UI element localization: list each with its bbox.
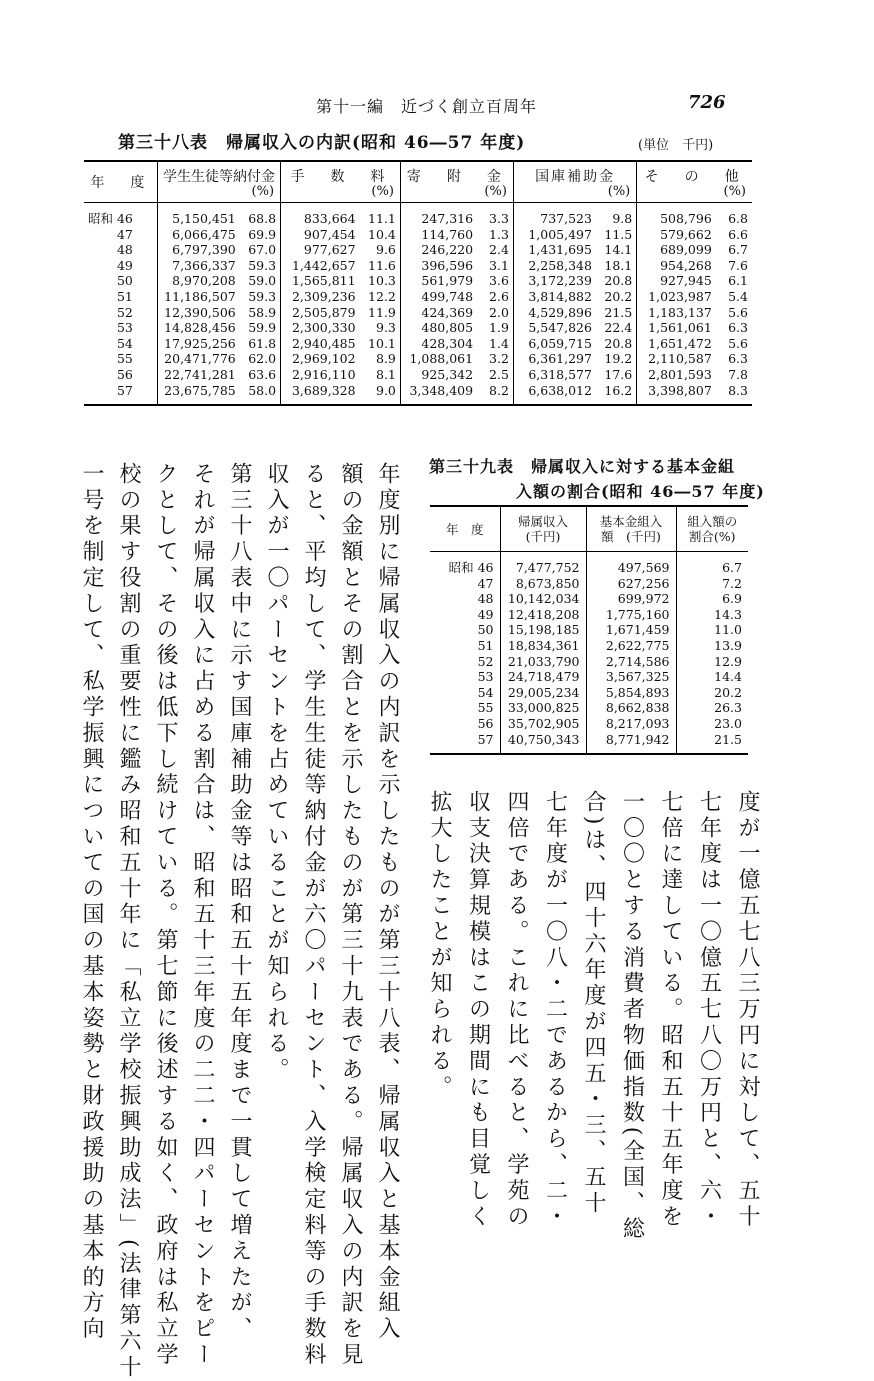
text-column: 年度別に帰属収入の内訳を示したものが第三十八表、帰属収入と基本金組入: [375, 462, 400, 1343]
table39-col-income: 帰属収入 (千円): [500, 506, 586, 552]
table-cell: 21,033,790: [500, 654, 586, 670]
table38-title: 第三十八表 帰属収入の内訳(昭和 46―57 年度): [118, 133, 526, 153]
table-cell: 7.6: [728, 257, 748, 273]
table-row: [430, 654, 748, 670]
table-cell: 4,529,896: [513, 305, 596, 321]
table-cell: 5.6: [728, 335, 748, 351]
table-cell: 9.8: [612, 211, 633, 226]
table-cell: 13.9: [676, 638, 748, 654]
text-column: クとして、その後は低下し続けている。第七節に後述する如く、政府は私立学: [153, 462, 178, 1369]
table38-header-row: [84, 161, 752, 203]
table-cell: 59.3: [248, 257, 277, 273]
table-cell: 2,110,587: [637, 351, 716, 367]
table-cell: 1.4: [489, 335, 509, 351]
table-cell: 2,916,110: [281, 367, 360, 383]
table-cell: 54: [477, 684, 494, 700]
table-cell: 6.1: [728, 273, 748, 289]
text-column: 七倍に達している。昭和五十五年度を: [658, 790, 683, 1231]
table-cell: 499,748: [400, 289, 477, 305]
table-cell: 17.6: [604, 366, 633, 382]
table38-body: [84, 203, 752, 406]
table-cell: 8.2: [489, 382, 509, 398]
table-cell: 907,454: [281, 227, 360, 243]
table-cell: 59.9: [248, 320, 277, 336]
table-cell: 51: [116, 288, 133, 304]
table-cell: 508,796: [637, 203, 716, 227]
table-cell: 3,814,882: [513, 289, 596, 305]
table-row: [430, 732, 748, 755]
table-cell: 2,258,348: [513, 258, 596, 274]
table-cell: 5,150,451: [157, 203, 239, 227]
text-column: 校の果す役割の重要性に鑑み昭和五十年に「私立学校振興助成法」(法律第六十: [116, 462, 141, 1381]
table-cell: 18.1: [604, 257, 633, 273]
table-cell: 480,805: [400, 320, 477, 336]
table-cell: 2,940,485: [281, 336, 360, 352]
table-cell: 9.0: [376, 382, 396, 398]
text-column: 四倍である。これに比べると、学苑の: [504, 790, 529, 1231]
table-cell: 12,390,506: [157, 305, 239, 321]
table-cell: 33,000,825: [500, 700, 586, 716]
table-row: [84, 305, 752, 321]
table-cell: 2.0: [489, 304, 509, 320]
table-cell: 1,183,137: [637, 305, 716, 321]
table-row: [84, 258, 752, 274]
table-cell: 57: [116, 382, 133, 398]
table-cell: 3.2: [489, 351, 509, 367]
table-cell: 2,300,330: [281, 320, 360, 336]
table-cell: 6.3: [728, 351, 748, 367]
table-cell: 925,342: [400, 367, 477, 383]
table-cell: 40,750,343: [500, 732, 586, 755]
table-cell: 5.6: [728, 304, 748, 320]
table-row: [430, 700, 748, 716]
table-cell: 24,718,479: [500, 669, 586, 685]
table-cell: 17,925,256: [157, 336, 239, 352]
table-cell: 54: [116, 335, 133, 351]
table-cell: 246,220: [400, 242, 477, 258]
table-row: [430, 716, 748, 732]
table-cell: 57: [477, 731, 494, 747]
table-cell: 52: [477, 653, 494, 669]
text-column: 度が一億五七八三万円に対して、五十: [735, 790, 760, 1231]
text-column: 第三十八表中に示す国庫補助金等は昭和五十五年度まで一貫して増えたが、: [227, 462, 252, 1343]
table-cell: 1,671,459: [586, 622, 676, 638]
table-cell: 56: [477, 715, 494, 731]
table-cell: 3,348,409: [400, 383, 477, 406]
table-cell: 627,256: [586, 576, 676, 592]
table39: [430, 505, 748, 755]
text-column: ると、平均して、学生生徒等納付金が六〇パーセント、入学検定料等の手数料: [301, 462, 326, 1369]
table-cell: 8,673,850: [500, 576, 586, 592]
table39-col-ratio: 組入額の 割合(%): [676, 506, 748, 552]
table39-title-line2: 入額の割合(昭和 46―57 年度): [516, 482, 765, 501]
table38: [84, 160, 752, 406]
table-cell: 48: [116, 242, 133, 258]
table-row: [430, 576, 748, 592]
table-row: [430, 638, 748, 654]
table-cell: 10,142,034: [500, 591, 586, 607]
table-cell: 1,442,657: [281, 258, 360, 274]
table-cell: 2.6: [489, 288, 509, 304]
table-cell: 69.9: [248, 226, 277, 242]
table-cell: 1.9: [489, 320, 509, 336]
table-row: [430, 685, 748, 701]
table-cell: 20,471,776: [157, 351, 239, 367]
table-cell: 3,172,239: [513, 273, 596, 289]
table-cell: 6,318,577: [513, 367, 596, 383]
table-cell: 11.0: [676, 622, 748, 638]
table-cell: 2,801,593: [637, 367, 716, 383]
table-cell: 927,945: [637, 273, 716, 289]
table-cell: 18,834,361: [500, 638, 586, 654]
text-column: 七年度は一〇億五七八〇万円と、六・: [696, 790, 722, 1231]
table-row: [84, 203, 752, 227]
table-cell: 737,523: [513, 203, 596, 227]
table-cell: 428,304: [400, 336, 477, 352]
table-cell: 12.9: [676, 654, 748, 670]
table-cell: 1,431,695: [513, 242, 596, 258]
text-column: 一〇〇とする消費者物価指数(全国、総: [619, 790, 645, 1243]
table-cell: 47: [116, 226, 133, 242]
table39-col-year: 年 度: [430, 506, 500, 552]
table-cell: 6.6: [728, 226, 748, 242]
table-cell: 1,565,811: [281, 273, 360, 289]
table38-col-tuition: 学生生徒等納付金 (%): [157, 161, 280, 203]
text-column: 収入が一〇パーセントを占めていることが知られる。: [264, 462, 289, 1084]
table-cell: 6.7: [676, 552, 748, 576]
table-cell: 22,741,281: [157, 367, 239, 383]
text-column: 収支決算規模はこの期間にも目覚しく: [465, 790, 491, 1231]
table39-body: [430, 552, 748, 755]
table-row: [84, 367, 752, 383]
table-cell: 52: [116, 304, 133, 320]
table-cell: 20.8: [604, 335, 633, 351]
table-cell: 561,979: [400, 273, 477, 289]
table-cell: 47: [477, 575, 494, 591]
table-cell: 1,561,061: [637, 320, 716, 336]
table-cell: 22.4: [604, 320, 633, 336]
table-cell: 9.6: [376, 242, 396, 258]
table-cell: 424,369: [400, 305, 477, 321]
table-cell: 5,547,826: [513, 320, 596, 336]
table-cell: 58.9: [248, 304, 277, 320]
table-cell: 50: [477, 622, 494, 638]
table-cell: 977,627: [281, 242, 360, 258]
table-cell: 8.3: [728, 382, 748, 398]
table-cell: 6,361,297: [513, 351, 596, 367]
table-row: [84, 383, 752, 406]
table-cell: 59.0: [248, 273, 277, 289]
table-cell: 6.3: [728, 320, 748, 336]
table-cell: 6,066,475: [157, 227, 239, 243]
table-cell: 1.3: [489, 226, 509, 242]
table39-header-row: [430, 506, 748, 552]
table-cell: 3,567,325: [586, 669, 676, 685]
table-cell: 1,023,987: [637, 289, 716, 305]
table-cell: 2,622,775: [586, 638, 676, 654]
table-cell: 3,398,807: [637, 383, 716, 406]
table-cell: 8.1: [376, 366, 396, 382]
table-cell: 昭和 46: [88, 211, 133, 226]
table-row: [84, 336, 752, 352]
table-cell: 16.2: [604, 382, 633, 398]
table39-col-fund: 基本金組入 額 (千円): [586, 506, 676, 552]
table-cell: 63.6: [248, 366, 277, 382]
table-cell: 9.3: [376, 320, 396, 336]
table-cell: 51: [477, 637, 494, 653]
table-cell: 14,828,456: [157, 320, 239, 336]
table-cell: 14.3: [676, 607, 748, 623]
table-cell: 59.3: [248, 288, 277, 304]
table-cell: 10.4: [368, 226, 396, 242]
table-cell: 699,972: [586, 591, 676, 607]
table-cell: 954,268: [637, 258, 716, 274]
table-cell: 10.3: [368, 273, 396, 289]
table-cell: 61.8: [248, 335, 277, 351]
table-cell: 2,505,879: [281, 305, 360, 321]
table-cell: 2.4: [489, 242, 509, 258]
table-cell: 19.2: [604, 351, 633, 367]
table-cell: 396,596: [400, 258, 477, 274]
table-cell: 114,760: [400, 227, 477, 243]
table-cell: 62.0: [248, 351, 277, 367]
table-cell: 7.8: [728, 366, 748, 382]
table-cell: 8,970,208: [157, 273, 239, 289]
table-cell: 3.3: [489, 211, 509, 226]
table-cell: 11,186,507: [157, 289, 239, 305]
table38-col-donations: 寄 附 金 (%): [400, 161, 513, 203]
table-cell: 29,005,234: [500, 685, 586, 701]
table-cell: 497,569: [586, 552, 676, 576]
table-cell: 12,418,208: [500, 607, 586, 623]
table-cell: 68.8: [248, 211, 277, 226]
table38-unit: (単位 千円): [638, 138, 714, 153]
table-cell: 833,664: [281, 203, 360, 227]
table-cell: 20.8: [604, 273, 633, 289]
table-cell: 67.0: [248, 242, 277, 258]
table-cell: 5.4: [728, 288, 748, 304]
text-column: 七年度が一〇八・二であるから、二・: [542, 790, 568, 1231]
table-cell: 49: [477, 606, 494, 622]
table-cell: 14.1: [604, 242, 633, 258]
table-cell: 11.6: [368, 257, 396, 273]
table-cell: 15,198,185: [500, 622, 586, 638]
table-cell: 26.3: [676, 700, 748, 716]
table-row: [430, 622, 748, 638]
table-cell: 21.5: [676, 732, 748, 755]
table-cell: 2,969,102: [281, 351, 360, 367]
table-cell: 35,702,905: [500, 716, 586, 732]
table-cell: 3.1: [489, 257, 509, 273]
text-column: 拡大したことが知られる。: [427, 790, 452, 1101]
table-cell: 53: [116, 320, 133, 336]
table-cell: 1,651,472: [637, 336, 716, 352]
table-cell: 48: [477, 591, 494, 607]
table-cell: 6.7: [728, 242, 748, 258]
table-cell: 7.2: [676, 576, 748, 592]
table38-col-other: そ の 他 (%): [637, 161, 752, 203]
table-cell: 55: [116, 351, 133, 367]
text-column: 合)は、四十六年度が四五・三、五十: [581, 790, 606, 1217]
table38-col-year: 年 度: [84, 161, 157, 203]
table-cell: 6,059,715: [513, 336, 596, 352]
table-cell: 247,316: [400, 203, 477, 227]
table-cell: 6.9: [676, 591, 748, 607]
table-row: [430, 669, 748, 685]
table-cell: 49: [116, 257, 133, 273]
table-cell: 58.0: [248, 382, 277, 398]
table-cell: 2,714,586: [586, 654, 676, 670]
table-cell: 3,689,328: [281, 383, 360, 406]
table-cell: 昭和 46: [448, 560, 494, 575]
table38-col-subsidy: 国庫補助金 (%): [513, 161, 636, 203]
table-cell: 7,366,337: [157, 258, 239, 274]
table-cell: 11.1: [368, 211, 396, 226]
table-row: [430, 591, 748, 607]
table-cell: 20.2: [676, 685, 748, 701]
table-row: [84, 351, 752, 367]
table-row: [84, 320, 752, 336]
text-column: 額の金額とその割合とを示したものが第三十九表である。帰属収入の内訳を見: [338, 462, 363, 1369]
table-cell: 689,099: [637, 242, 716, 258]
table-cell: 579,662: [637, 227, 716, 243]
table38-col-fees: 手 数 料 (%): [281, 161, 401, 203]
table-cell: 8,771,942: [586, 732, 676, 755]
page-number: 726: [688, 92, 726, 113]
running-header: 第十一編 近づく創立百周年: [316, 97, 538, 116]
table-cell: 53: [477, 669, 494, 685]
table-cell: 56: [116, 366, 133, 382]
table-row: [430, 552, 748, 576]
text-column: それが帰属収入に占める割合は、昭和五十三年度の二二・四パーセントをピー: [190, 462, 215, 1369]
table-cell: 11.9: [368, 304, 396, 320]
table-cell: 12.2: [368, 288, 396, 304]
table-cell: 23,675,785: [157, 383, 239, 406]
table-cell: 14.4: [676, 669, 748, 685]
table-cell: 1,088,061: [400, 351, 477, 367]
table-cell: 7,477,752: [500, 552, 586, 576]
table-cell: 50: [116, 273, 133, 289]
table-cell: 2.5: [489, 366, 509, 382]
table-cell: 10.1: [368, 335, 396, 351]
table-cell: 5,854,893: [586, 685, 676, 701]
table-cell: 2,309,236: [281, 289, 360, 305]
table-cell: 1,005,497: [513, 227, 596, 243]
table-cell: 6,797,390: [157, 242, 239, 258]
table-cell: 11.5: [604, 226, 633, 242]
table-row: [84, 227, 752, 243]
table-row: [84, 289, 752, 305]
table-cell: 55: [477, 700, 494, 716]
table-cell: 6,638,012: [513, 383, 596, 406]
table-cell: 21.5: [604, 304, 633, 320]
text-column: 一号を制定して、私学振興についての国の基本姿勢と財政援助の基本的方向: [79, 462, 104, 1343]
table-cell: 3.6: [489, 273, 509, 289]
table-cell: 6.8: [728, 211, 748, 226]
table-cell: 1,775,160: [586, 607, 676, 623]
table-cell: 20.2: [604, 288, 633, 304]
table-cell: 8,217,093: [586, 716, 676, 732]
table-cell: 8,662,838: [586, 700, 676, 716]
table-row: [84, 242, 752, 258]
table-cell: 23.0: [676, 716, 748, 732]
table-row: [430, 607, 748, 623]
table-row: [84, 273, 752, 289]
table-cell: 8.9: [376, 351, 396, 367]
table39-title-line1: 第三十九表 帰属収入に対する基本金組: [429, 457, 736, 476]
